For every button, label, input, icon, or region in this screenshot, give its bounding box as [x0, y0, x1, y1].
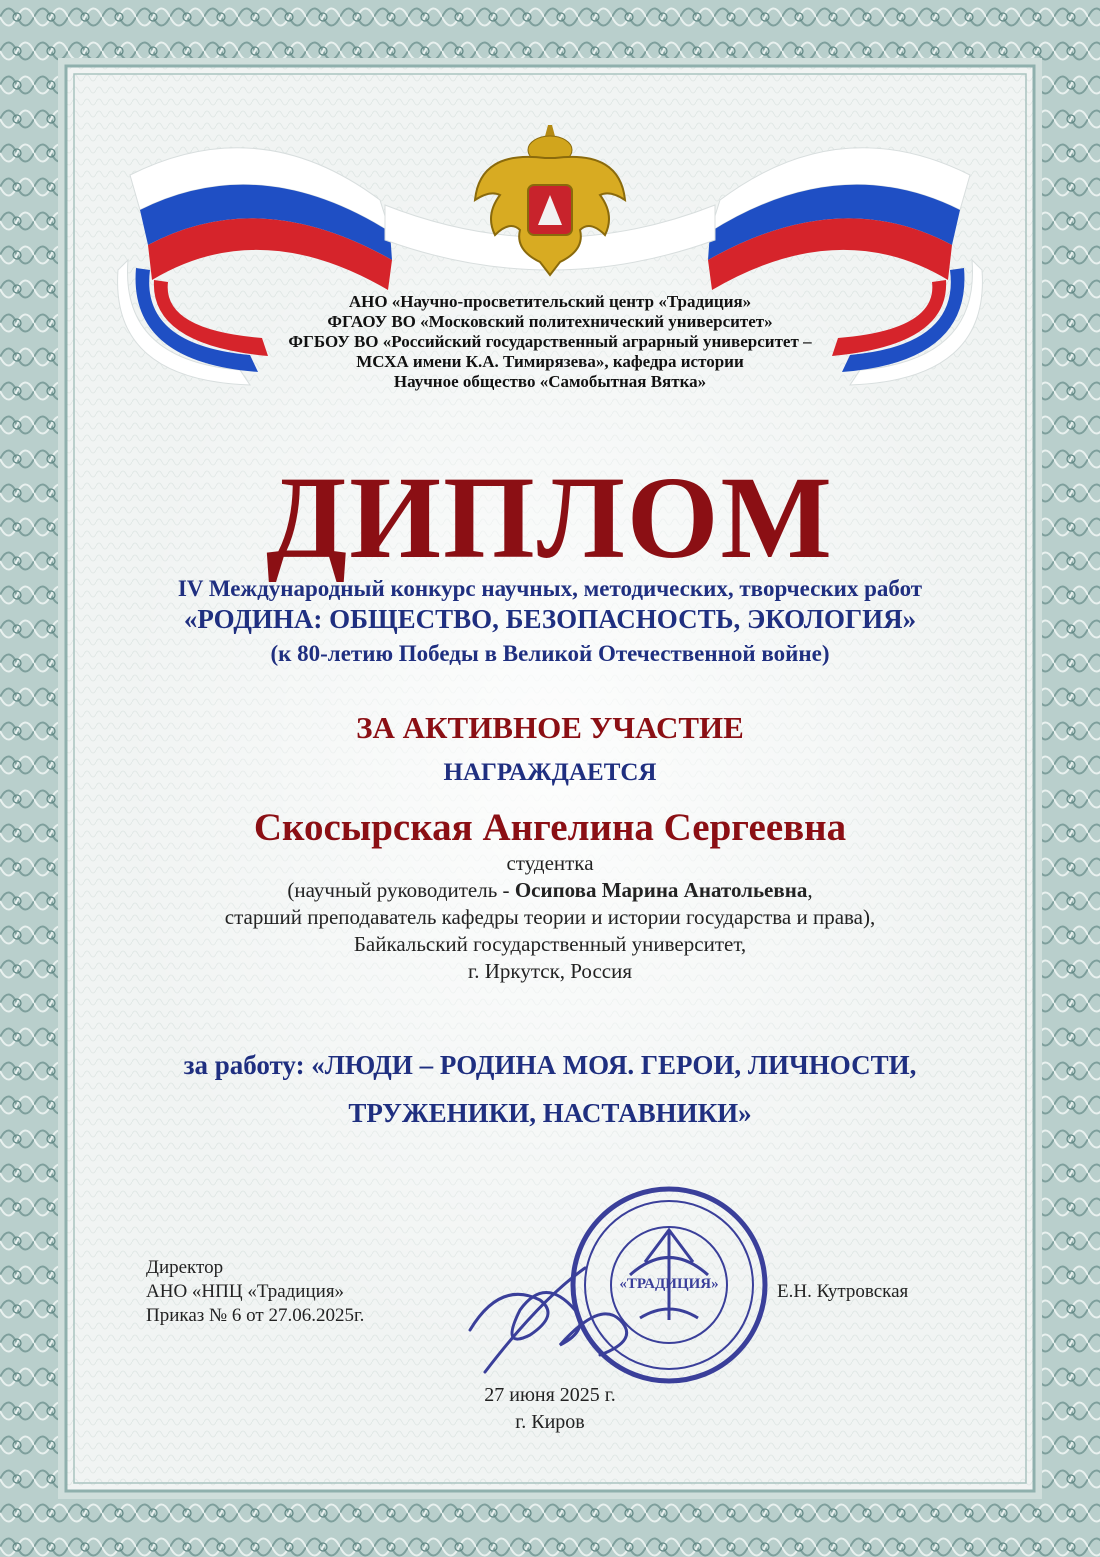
- contest-subtitle: (к 80-летию Победы в Великой Отечественной войне): [270, 641, 830, 666]
- issue-city: г. Киров: [515, 1411, 585, 1433]
- award-category: ЗА АКТИВНОЕ УЧАСТИЕ: [356, 710, 744, 745]
- organizer-line: ФГБОУ ВО «Российский государственный аграрный университет –: [288, 332, 812, 351]
- recipient-name: Скосырская Ангелина Сергеевна: [253, 806, 847, 849]
- recipient-status: студентка: [506, 851, 594, 875]
- organizer-line: Научное общество «Самобытная Вятка»: [393, 372, 707, 391]
- supervisor-line: [0, 877, 1100, 904]
- supervisor-prefix: (научный руководитель -: [287, 878, 515, 902]
- order-number: Приказ № 6 от 27.06.2025г.: [146, 1305, 365, 1326]
- university-location: г. Иркутск, Россия: [468, 959, 632, 983]
- organizers-block: [0, 292, 1100, 392]
- page-title: ДИПЛОМ: [266, 452, 834, 583]
- director-title: Директор: [146, 1257, 224, 1278]
- director-org: АНО «НПЦ «Традиция»: [146, 1281, 345, 1302]
- university-name: Байкальский государственный университет,: [353, 932, 747, 956]
- stamp-center-text: «ТРАДИЦИЯ»: [619, 1276, 719, 1292]
- awarded-label: НАГРАЖДАЕТСЯ: [443, 759, 657, 786]
- supervisor-position: старший преподаватель кафедры теории и истории государства и права),: [224, 905, 876, 929]
- work-title-line1: за работу: «ЛЮДИ – РОДИНА МОЯ. ГЕРОИ, ЛИЧНОСТИ,: [183, 1050, 917, 1080]
- contest-name-line2: «РОДИНА: ОБЩЕСТВО, БЕЗОПАСНОСТЬ, ЭКОЛОГИЯ»: [183, 604, 917, 634]
- organizer-line: ФГАОУ ВО «Московский политехнический университет»: [327, 312, 773, 331]
- signer-name: Е.Н. Кутровская: [777, 1281, 909, 1302]
- supervisor-name: Осипова Марина Анатольевна: [514, 878, 808, 902]
- issue-date: 27 июня 2025 г.: [484, 1384, 616, 1406]
- supervisor-suffix: ,: [807, 878, 813, 902]
- organizer-line: АНО «Научно-просветительский центр «Традиция»: [348, 292, 752, 311]
- work-title-line2: ТРУЖЕНИКИ, НАСТАВНИКИ»: [348, 1098, 752, 1128]
- organizer-line: МСХА имени К.А. Тимирязева», кафедра истории: [356, 352, 744, 371]
- director-block: [146, 1256, 364, 1328]
- contest-name-line1: IV Международный конкурс научных, методических, творческих работ: [177, 576, 923, 601]
- recipient-details: [0, 850, 1100, 985]
